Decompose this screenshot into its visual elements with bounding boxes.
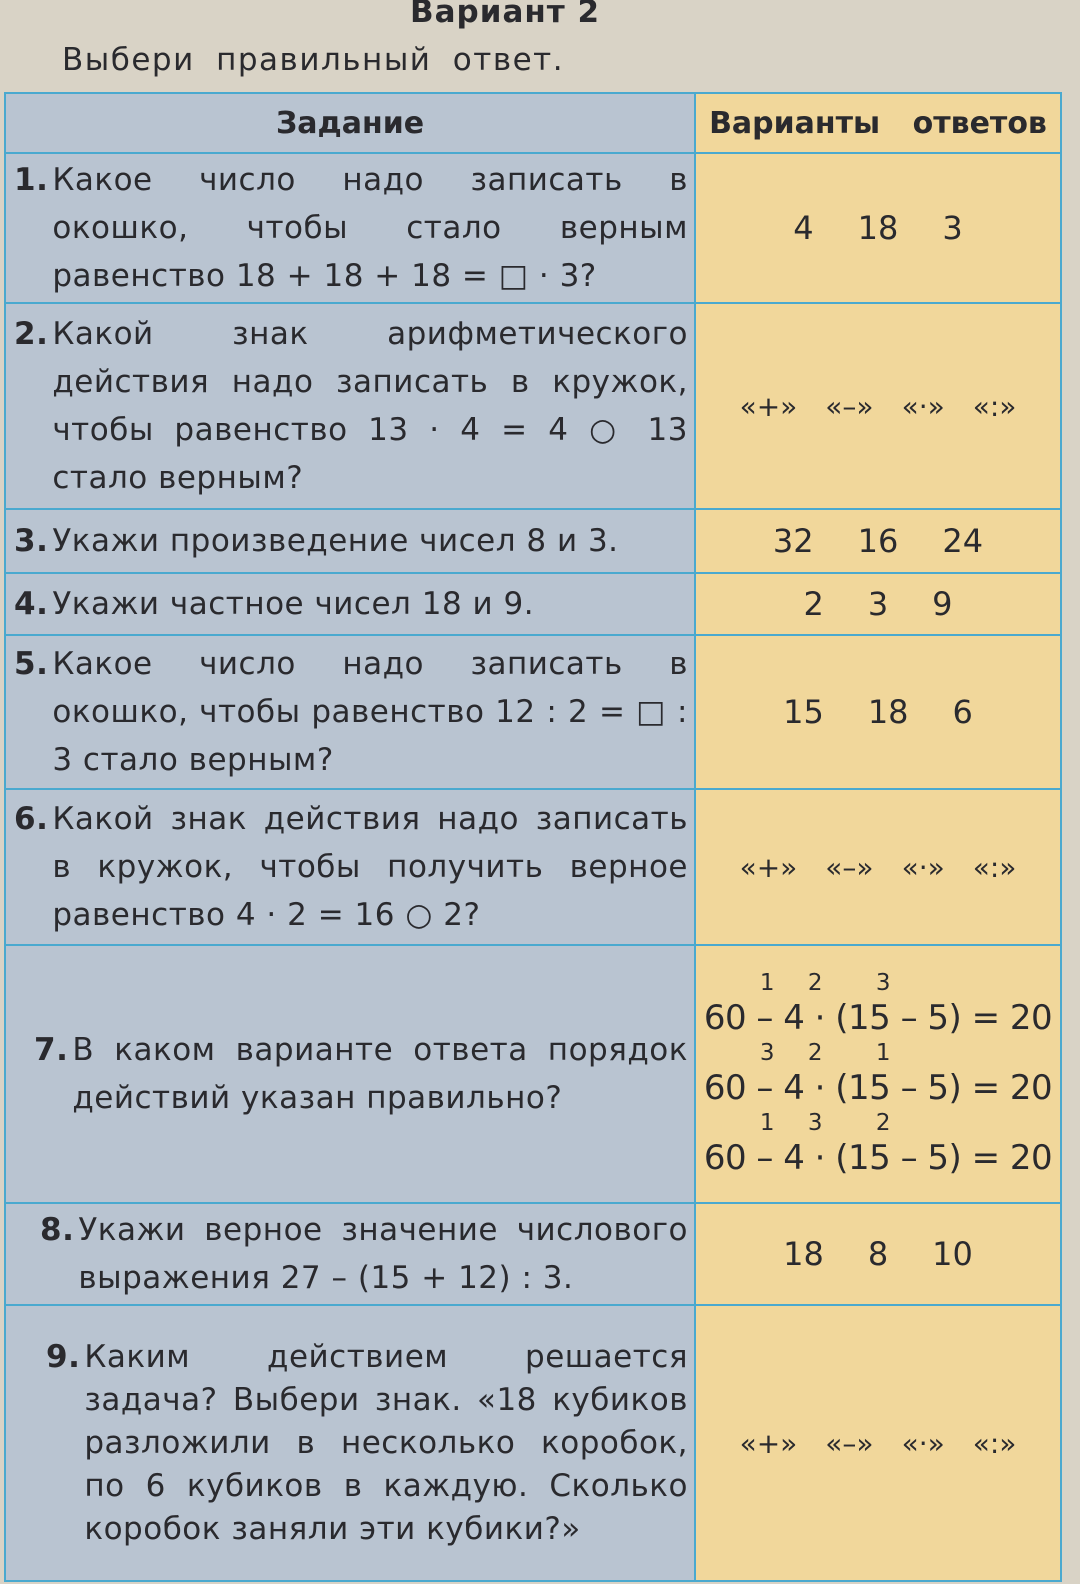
question-number: 5. (14, 646, 49, 682)
question-number: 7. (34, 1032, 69, 1068)
table-row (5, 573, 1061, 635)
answer-options (696, 209, 1060, 247)
answer-option[interactable]: «–» (825, 850, 874, 884)
answer-options (696, 390, 1060, 423)
question-number: 9. (46, 1338, 81, 1375)
question-number: 3. (14, 523, 49, 559)
answer-option[interactable]: 18 (867, 693, 909, 731)
table-row (5, 945, 1061, 1203)
order-mark: 3 (875, 970, 891, 996)
answer-option[interactable]: 3 (942, 209, 963, 247)
action-order-marks (704, 1110, 1052, 1138)
question-number: 2. (14, 316, 49, 352)
answer-option[interactable]: «+» (739, 389, 798, 423)
column-header-task: Задание (5, 93, 695, 153)
answer-option[interactable]: «–» (825, 389, 874, 423)
answer-options (696, 1235, 1060, 1273)
answer-option[interactable]: 4 (793, 209, 814, 247)
table-row (5, 153, 1061, 303)
task-table (4, 92, 1062, 1582)
question-text: Укажи верное значение числового выражения 27 – (15 + 12) : 3. (78, 1212, 688, 1296)
answer-option[interactable]: «:» (972, 850, 1017, 884)
question-text: Укажи произведение чисел 8 и 3. (52, 523, 619, 559)
instruction-text: Выбери правильный ответ. (62, 42, 565, 78)
order-mark: 2 (875, 1110, 891, 1136)
answer-option[interactable]: «·» (901, 850, 945, 884)
answer-options (696, 693, 1060, 731)
answer-option[interactable]: 8 (867, 1235, 889, 1273)
action-order-marks (704, 1040, 1052, 1068)
table-row (5, 635, 1061, 789)
answer-option[interactable]: «:» (972, 389, 1017, 423)
answer-options (696, 1427, 1060, 1460)
table-header-row (5, 93, 1061, 153)
question-text: В каком варианте ответа порядок действий указан правильно? (72, 1032, 688, 1116)
answer-option[interactable]: 3 (867, 585, 889, 623)
expression-option[interactable] (704, 1110, 1052, 1178)
answer-option[interactable]: «–» (825, 1426, 874, 1460)
answer-option[interactable]: 18 (857, 209, 899, 247)
order-mark: 3 (807, 1110, 823, 1136)
question-number: 6. (14, 801, 49, 837)
action-order-marks (704, 970, 1052, 998)
answer-option[interactable]: «·» (901, 389, 945, 423)
question-text: Какое число надо записать в окошко, чтобы стало верным равенство 18 + 18 + 18 = □ · 3? (52, 162, 688, 294)
table-row (5, 303, 1061, 509)
expression-option[interactable] (704, 1040, 1052, 1108)
expression-text: 60 – 4 · (15 – 5) = 20 (703, 1138, 1053, 1178)
answer-option[interactable]: 9 (932, 585, 953, 623)
answer-option[interactable]: 16 (857, 522, 899, 560)
order-mark: 2 (807, 1040, 823, 1066)
answer-option[interactable]: 2 (803, 585, 824, 623)
answer-option[interactable]: «·» (901, 1426, 945, 1460)
question-number: 8. (40, 1212, 75, 1248)
order-mark: 1 (875, 1040, 891, 1066)
question-number: 1. (14, 162, 49, 198)
answer-option[interactable]: 6 (952, 693, 973, 731)
table-row (5, 509, 1061, 573)
order-mark: 1 (759, 970, 775, 996)
answer-option[interactable]: «+» (739, 850, 798, 884)
answer-options (696, 851, 1060, 884)
order-mark: 1 (759, 1110, 775, 1136)
expression-option[interactable] (704, 970, 1052, 1038)
page-title: Вариант 2 (410, 0, 601, 30)
expression-options (696, 970, 1060, 1178)
order-mark: 3 (759, 1040, 775, 1066)
question-text: Какой знак действия надо записать в кружок, чтобы получить верное равенство 4 · 2 = 16 ○ 2? (52, 801, 688, 933)
order-mark: 2 (807, 970, 823, 996)
question-text: Какое число надо записать в окошко, чтобы равенство 12 : 2 = □ : 3 стало верным? (52, 646, 688, 778)
answer-option[interactable]: 32 (772, 522, 814, 560)
question-text: Какой знак арифметического действия надо записать в кружок, чтобы равенство 13 · 4 = 4 ○ 13 стало верным? (52, 316, 688, 496)
answer-option[interactable]: «:» (972, 1426, 1017, 1460)
question-text: Укажи частное чисел 18 и 9. (52, 586, 535, 622)
table-row (5, 1305, 1061, 1581)
expression-text: 60 – 4 · (15 – 5) = 20 (703, 1068, 1053, 1108)
table-row (5, 789, 1061, 945)
answer-option[interactable]: 15 (783, 693, 824, 731)
expression-text: 60 – 4 · (15 – 5) = 20 (703, 998, 1053, 1038)
question-text: Каким действием решается задача? Выбери знак. «18 кубиков разложили в несколько коробок, по 6 кубиков в каждую. Сколько коробок заняли эти кубики?» (84, 1338, 688, 1547)
answer-option[interactable]: 18 (783, 1235, 824, 1273)
answer-option[interactable]: 10 (932, 1235, 973, 1273)
answer-options (696, 585, 1060, 623)
column-header-answers: Варианты ответов (695, 93, 1061, 153)
question-number: 4. (14, 586, 49, 622)
answer-option[interactable]: 24 (942, 522, 984, 560)
answer-option[interactable]: «+» (739, 1426, 798, 1460)
answer-options (696, 522, 1060, 560)
table-row (5, 1203, 1061, 1305)
